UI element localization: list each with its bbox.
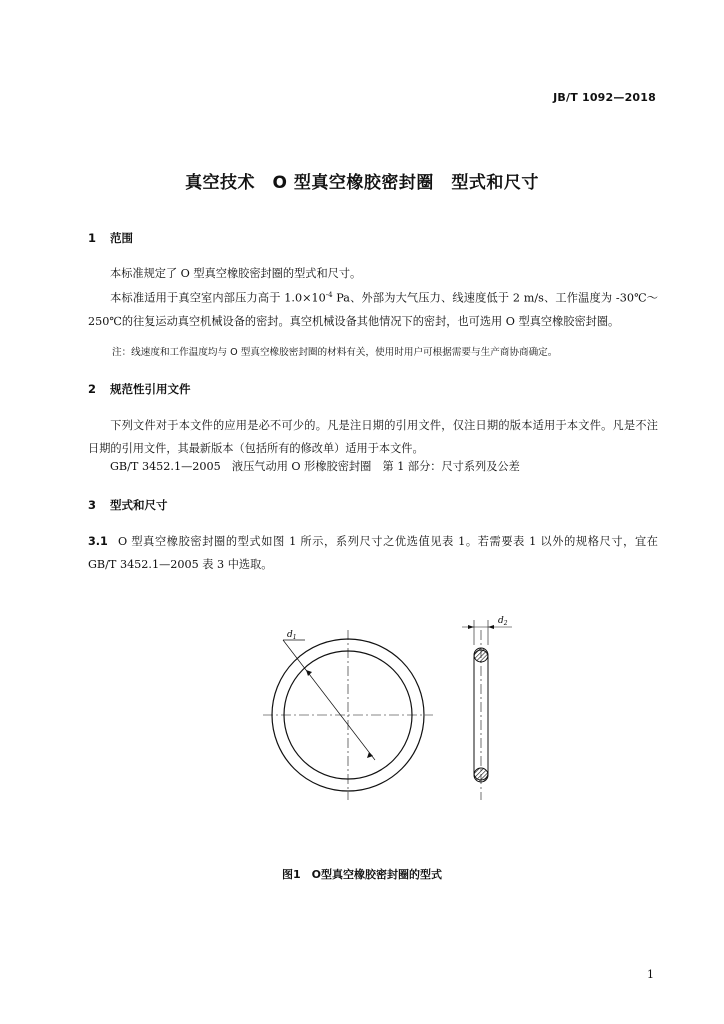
paragraph-text: 本标准适用于真空室内部压力高于 1.0×10 xyxy=(110,291,326,305)
paragraph-text: 下列文件对于本文件的应用是必不可少的。凡是注日期的引用文件，仅注日期的版本适用于本文件。凡是不注日期的引用文件，其最新版本（包括所有的修改单）适用于本文件。 xyxy=(88,419,658,455)
front-view xyxy=(263,630,433,800)
section-title: 规范性引用文件 xyxy=(110,382,191,396)
paragraph-text: 本标准规定了 O 型真空橡胶密封圈的型式和尺寸。 xyxy=(110,267,362,280)
superscript: -4 xyxy=(325,291,333,299)
section-title: 型式和尺寸 xyxy=(110,498,168,512)
section-number: 2 xyxy=(88,382,97,396)
page-number: 1 xyxy=(647,968,654,981)
side-view xyxy=(462,620,512,800)
arrow-head xyxy=(367,752,373,758)
clause-number: 3.1 xyxy=(88,535,108,548)
paragraph-text: Pa、外部为大气压力、线速度低于 2 m/s、工作温度为 -30℃～250℃的往复运动真空机械设备的密封。真空机械设备其他情况下的密封，也可选用 O 型真空橡胶密封圈。 xyxy=(88,291,658,328)
cross-section-top xyxy=(474,648,488,662)
note: 注：线速度和工作温度均与 O 型真空橡胶密封圈的材料有关，使用时用户可根据需要与生产商协商确定。 xyxy=(112,347,558,358)
arrow-head xyxy=(306,670,312,676)
d2-label: $d_2$ xyxy=(498,616,508,627)
document-title: 真空技术 O 型真空橡胶密封圈 型式和尺寸 xyxy=(185,173,539,193)
standard-number: JB/T 1092—2018 xyxy=(553,91,656,104)
cross-section-bottom xyxy=(474,768,488,782)
normative-reference: GB/T 3452.1—2005 液压气动用 O 形橡胶密封圈 第 1 部分：尺寸系列及公差 xyxy=(110,460,520,473)
section-number: 3 xyxy=(88,498,97,512)
paragraph-text: O 型真空橡胶密封圈的型式如图 1 所示，系列尺寸之优选值见表 1。若需要表 1 以外的规格尺寸，宜在 GB/T 3452.1—2005 表 3 中选取。 xyxy=(88,535,658,571)
section-number: 1 xyxy=(88,231,97,245)
figure-caption: 图1 O型真空橡胶密封圈的型式 xyxy=(281,868,442,881)
d1-dimension-line xyxy=(283,640,375,760)
section-title: 范围 xyxy=(110,231,133,245)
d1-label: $d_1$ xyxy=(287,630,297,641)
